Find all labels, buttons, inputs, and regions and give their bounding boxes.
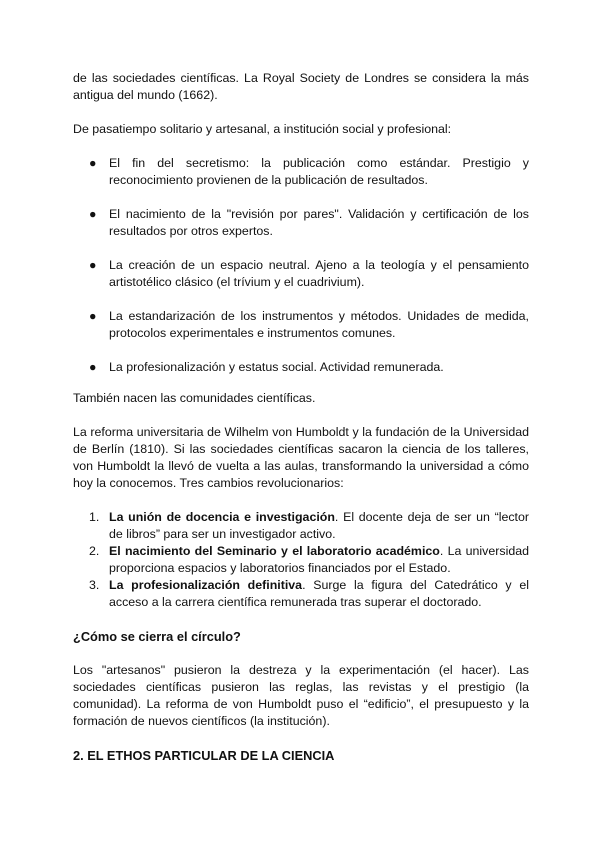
humboldt-paragraph: La reforma universitaria de Wilhelm von Humboldt y la fundación de la Universidad de Berlín (1810). Si las sociedades científicas sacaron la ciencia de los talleres, von Humboldt la llevó de vuelta a las aulas, transformando la universidad a cómo hoy la conocemos. Tres cambios revolucionarios: — [73, 425, 529, 490]
bullet-text: El fin del secretismo: la publicación como estándar. Prestigio y reconocimiento provienen de la publicación de resultados. — [109, 156, 529, 187]
bullet-icon: ● — [89, 360, 97, 374]
change-item — [73, 543, 529, 577]
change-title: El nacimiento del Seminario y el laboratorio académico — [109, 544, 440, 558]
bullet-item — [73, 155, 529, 189]
section-heading: 2. EL ETHOS PARTICULAR DE LA CIENCIA — [73, 748, 335, 763]
bullet-item — [73, 359, 529, 376]
bullet-item — [73, 206, 529, 240]
bullet-item — [73, 308, 529, 342]
bullet-icon: ● — [89, 258, 97, 272]
change-item — [73, 577, 529, 611]
change-item — [73, 509, 529, 543]
bullet-icon: ● — [89, 309, 97, 323]
change-number: 3. — [89, 578, 100, 592]
change-text: . Surge la figura del Catedrático y el acceso a la carrera científica remunerada tras superar el doctorado. — [109, 578, 529, 609]
change-text: . La universidad proporciona espacios y laboratorios financiados por el Estado. — [109, 544, 530, 575]
bullet-icon: ● — [89, 207, 97, 221]
change-text: . El docente deja de ser un “lector de libros” para ser un investigador activo. — [109, 510, 529, 541]
intro-continuation: de las sociedades científicas. La Royal Society de Londres se considera la más antigua del mundo (1662). — [73, 71, 529, 102]
change-title: La profesionalización definitiva — [109, 578, 303, 592]
bullet-icon: ● — [89, 156, 97, 170]
bullet-text: La creación de un espacio neutral. Ajeno a la teología y el pensamiento artistotélico clásico (el trívium y el cuadrivium). — [109, 258, 529, 289]
bullet-text: El nacimiento de la "revisión por pares". Validación y certificación de los resultados por otros expertos. — [109, 207, 529, 238]
circle-paragraph: Los "artesanos" pusieron la destreza y la experimentación (el hacer). Las sociedades científicas pusieron las reglas, las revistas y el prestigio (la comunidad). La reforma de von Humboldt puso el “edificio”, el presupuesto y la formación de nuevos científicos (la institución). — [73, 663, 529, 728]
communities-line: También nacen las comunidades científicas. — [73, 391, 316, 405]
bullet-text: La estandarización de los instrumentos y métodos. Unidades de medida, protocolos experimentales e instrumentos comunes. — [109, 309, 529, 340]
document-page — [73, 70, 529, 764]
change-title: La unión de docencia e investigación — [109, 510, 335, 524]
change-number: 2. — [89, 544, 100, 558]
changes-list — [73, 509, 529, 611]
transition-heading: De pasatiempo solitario y artesanal, a institución social y profesional: — [73, 122, 452, 136]
bullet-list — [73, 155, 529, 376]
change-number: 1. — [89, 510, 100, 524]
circle-heading: ¿Cómo se cierra el círculo? — [73, 629, 241, 644]
bullet-item — [73, 257, 529, 291]
bullet-text: La profesionalización y estatus social. Actividad remunerada. — [109, 360, 444, 374]
